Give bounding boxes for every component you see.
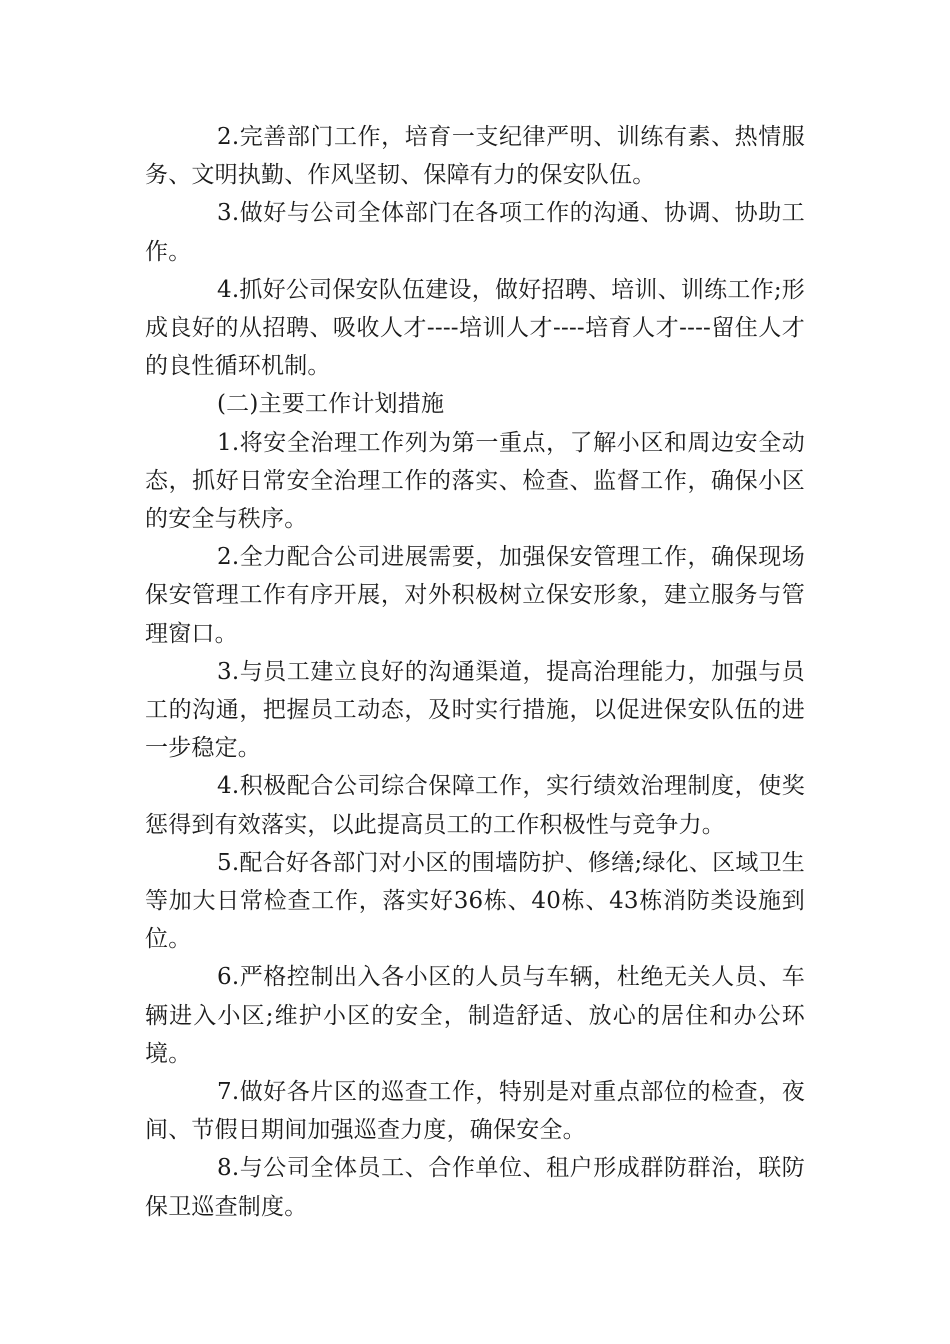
- paragraph-measure-5: 5.配合好各部门对小区的围墙防护、修缮;绿化、区域卫生等加大日常检查工作，落实好36栋、40栋、43栋消防类设施到位。: [145, 849, 805, 953]
- paragraph-goal-2: 2.完善部门工作，培育一支纪律严明、训练有素、热情服务、文明执勤、作风坚韧、保障有力的保安队伍。: [145, 124, 805, 189]
- paragraph-measure-4: 4.积极配合公司综合保障工作，实行绩效治理制度，使奖惩得到有效落实，以此提高员工的工作积极性与竞争力。: [145, 773, 805, 838]
- paragraph-measure-2: 2.全力配合公司进展需要，加强保安管理工作，确保现场保安管理工作有序开展，对外积极树立保安形象，建立服务与管理窗口。: [145, 544, 805, 647]
- section-heading-measures: (二)主要工作计划措施: [217, 391, 445, 418]
- paragraph-measure-7: 7.做好各片区的巡查工作，特别是对重点部位的检查，夜间、节假日期间加强巡查力度，确保安全。: [145, 1079, 805, 1144]
- paragraph-measure-3: 3.与员工建立良好的沟通渠道，提高治理能力，加强与员工的沟通，把握员工动态，及时实行措施，以促进保安队伍的进一步稳定。: [145, 658, 805, 762]
- paragraph-measure-1: 1.将安全治理工作列为第一重点，了解小区和周边安全动态，抓好日常安全治理工作的落实、检查、监督工作，确保小区的安全与秩序。: [145, 429, 805, 533]
- paragraph-measure-6: 6.严格控制出入各小区的人员与车辆，杜绝无关人员、车辆进入小区;维护小区的安全，制造舒适、放心的居住和办公环境。: [145, 964, 805, 1067]
- paragraph-goal-4: 4.抓好公司保安队伍建设，做好招聘、培训、训练工作;形成良好的从招聘、吸收人才----培训人才----培育人才----留住人才的良性循环机制。: [145, 276, 805, 380]
- paragraph-measure-8: 8.与公司全体员工、合作单位、租户形成群防群治，联防保卫巡查制度。: [145, 1155, 805, 1220]
- paragraph-goal-3: 3.做好与公司全体部门在各项工作的沟通、协调、协助工作。: [145, 200, 805, 265]
- document-body: [145, 118, 805, 1226]
